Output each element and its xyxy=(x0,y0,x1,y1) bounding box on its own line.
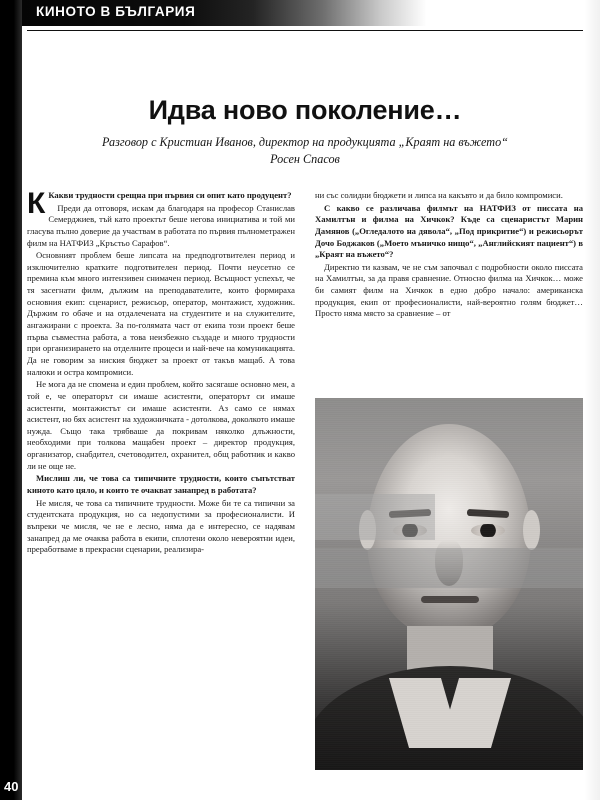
page-title: Идва ново поколение… xyxy=(148,95,462,125)
folio-page-number: 40 xyxy=(4,779,19,794)
answer-2: Основният проблем беше липсата на предподготвителен период и изключително кратките подготвителен период. Почти неусетно се премина към много интензивен снимачен период. Всъщност успехът, че тя засегнати филм, дължим на преподавателите, които формираха основния екип: сценарист, режисьор, оператор, монтажист, художник. Държим го обаче и на отдалечената на студентите и на служителите, ангажирани с проекта. За по-голямата част от екипа този проект беше първа съвместна работа, а това неизбежно създаде и много трудности при организирането на отделните процеси и най-вече на комуникацията. Да не говорим за ниския бюджет за проект от такъв мащаб. А това налюки и остра компромиси. xyxy=(27,250,295,377)
page-edge-shading xyxy=(584,0,600,800)
answer-3: Не мога да не спомена и един проблем, който засягаше основно мен, а той е, че операторът си имаше асистенти, операторът си имаше асистенти, монтажистът си имаше асистенти. Аз само се нямах асистент, но бях асистент на художничката - дотолкова, доколкото имаше нужда. Също така трябваше да покривам няколко длъжности, необходими при толкова мащабен проект – директор продукция, организатор, снабдител, счетоводител, охранител, общ работник и какво ли не още не. xyxy=(27,379,295,471)
running-header-bar xyxy=(22,0,600,26)
question-2: Мислиш ли, че това са типичните трудности, които съпътстват киното като цяло, и които те очакват занапред в работата? xyxy=(27,473,295,496)
title-block xyxy=(27,96,583,167)
header-rule xyxy=(27,30,583,31)
article-subtitle: Разговор с Кристиан Иванов, директор на продукцията „Краят на въжето“ xyxy=(102,134,508,149)
question-3: С какво се различава филмът на НАТФИЗ от писсата на Хамилтън и филма на Хичкок? Къде са сценаристът Марин Дамянов („Огледалото на дявола“, „Под прикритие“) и режисьорът Дочо Боджаков („Моето мъничко нищо“, „Английският пациент“) в „Краят на въжето“? xyxy=(315,202,583,260)
page-spine xyxy=(0,0,22,800)
running-header-title: КИНОТО В БЪЛГАРИЯ xyxy=(36,4,196,19)
answer-1: Преди да отговоря, искам да благодаря на професор Станислав Семерджиев, тъй като проектът беше негова инициатива и той ми гласува пълно доверие да участвам в работата по първия пълнометражен филм на НАТФИЗ „Кръстьо Сарафов“. xyxy=(27,202,295,248)
answer-4: Не мисля, че това са типичните трудности. Може би те са типични за студентската продукция, но са недопустими за професионалисти. И въпреки че мисля, че не е лесно, няма да е интересно, се надявам занапред да ме очаква работа в екипи, сплотени около невероятни идеи, преработваме в прекрасни сценарии, реализира- xyxy=(27,497,295,555)
column-right xyxy=(315,190,583,321)
column-left xyxy=(27,187,295,557)
article-author: Росен Спасов xyxy=(270,151,340,166)
page-spine-gradient xyxy=(0,0,22,800)
photo-grain-overlay xyxy=(315,398,583,770)
answer-5: ни със солидни бюджети и липса на какъвто и да било компромиси. xyxy=(315,190,563,200)
drop-cap: К xyxy=(27,187,46,220)
question-1-text: Какви трудности срещна при първия си опит като продуцент? xyxy=(48,190,292,200)
answer-6: Директно ти казвам, че не съм започвал с подробности около писсата на Хамилтън, за да правя сравнение. Относно филма на Хичкок… може би самият филм на Хичкок в едно добро начало: американска продукция, екип от професионалисти, най-вероятно голям бюджет… Просто няма място за сравнение – от xyxy=(315,261,583,319)
question-1 xyxy=(27,187,295,220)
portrait-photo xyxy=(315,398,583,770)
